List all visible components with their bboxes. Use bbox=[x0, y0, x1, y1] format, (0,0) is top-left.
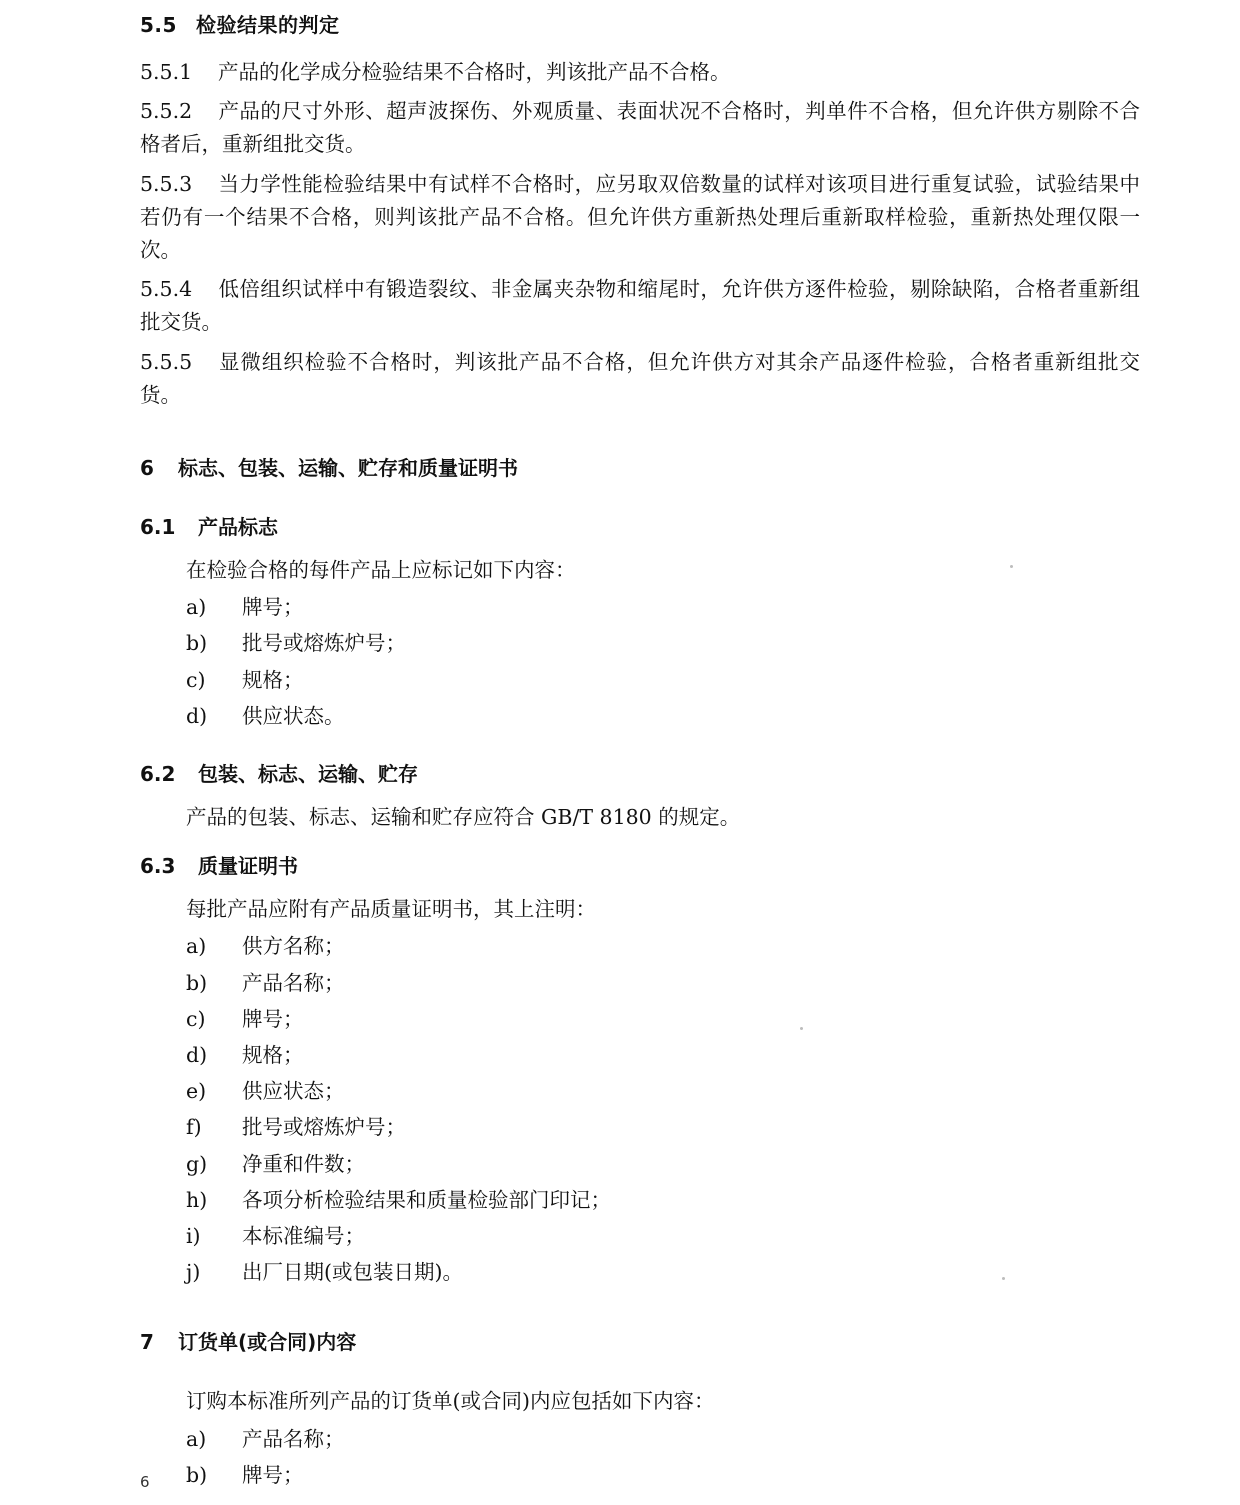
list-item bbox=[186, 1003, 1140, 1036]
list-text: 规格； bbox=[242, 667, 304, 692]
paragraph-label: 5.5.4 bbox=[140, 277, 193, 302]
section-6-2-lead: 产品的包装、标志、运输和贮存应符合 GB/T 8180 的规定。 bbox=[186, 805, 741, 830]
section-title: 检验结果的判定 bbox=[196, 13, 340, 37]
list-marker: j) bbox=[186, 1260, 201, 1285]
section-heading-6-3 bbox=[140, 850, 1140, 879]
list-text: 规格； bbox=[242, 1043, 304, 1068]
section-number: 6.3 bbox=[140, 854, 176, 879]
list-marker: b) bbox=[186, 631, 208, 656]
list-item bbox=[186, 1220, 1140, 1253]
paragraph-label: 5.5.5 bbox=[140, 349, 193, 374]
list-item bbox=[186, 1256, 1140, 1289]
list-text: 各项分析检验结果和质量检验部门印记； bbox=[242, 1187, 611, 1212]
paragraph-5-5-2 bbox=[140, 95, 1140, 161]
list-text: 产品名称； bbox=[242, 1426, 345, 1451]
paragraph-5-5-3 bbox=[140, 168, 1140, 268]
list-item bbox=[186, 1111, 1140, 1144]
list-6-1 bbox=[186, 591, 1140, 733]
list-item bbox=[186, 664, 1140, 697]
section-title: 产品标志 bbox=[198, 515, 278, 540]
list-marker: i) bbox=[186, 1224, 201, 1249]
list-text: 批号或熔炼炉号； bbox=[242, 1115, 406, 1140]
list-marker: d) bbox=[186, 703, 208, 728]
list-7 bbox=[186, 1423, 1140, 1492]
list-text: 供方名称； bbox=[242, 934, 345, 959]
list-marker: h) bbox=[186, 1187, 208, 1212]
list-text: 供应状态。 bbox=[242, 703, 345, 728]
list-marker: c) bbox=[186, 667, 206, 692]
list-text: 产品名称； bbox=[242, 970, 345, 995]
paragraph-label: 5.5.3 bbox=[140, 171, 193, 196]
section-title: 包装、标志、运输、贮存 bbox=[198, 762, 418, 787]
paragraph-5-5-4 bbox=[140, 273, 1140, 339]
list-marker: d) bbox=[186, 1043, 208, 1068]
list-item bbox=[186, 930, 1140, 963]
section-number: 6.2 bbox=[140, 762, 176, 787]
chapter-number: 7 bbox=[140, 1330, 154, 1355]
section-title: 质量证明书 bbox=[198, 854, 298, 879]
section-heading-6-1 bbox=[140, 511, 1140, 540]
paragraph-text: 产品的尺寸外形、超声波探伤、外观质量、表面状况不合格时，判单件不合格，但允许供方剔除不合格者后，重新组批交货。 bbox=[140, 99, 1140, 157]
paragraph-label: 5.5.1 bbox=[140, 60, 193, 84]
section-number: 6.1 bbox=[140, 515, 176, 540]
list-text: 牌号； bbox=[242, 595, 304, 620]
chapter-heading-6 bbox=[140, 452, 1140, 481]
list-item bbox=[186, 1039, 1140, 1072]
list-marker: f) bbox=[186, 1115, 202, 1140]
section-number: 5.5 bbox=[140, 13, 177, 37]
list-item bbox=[186, 1184, 1140, 1217]
paragraph-text: 显微组织检验不合格时，判该批产品不合格，但允许供方对其余产品逐件检验，合格者重新组批交货。 bbox=[140, 349, 1140, 407]
list-marker: a) bbox=[186, 1426, 207, 1451]
chapter-number: 6 bbox=[140, 456, 154, 481]
list-marker: e) bbox=[186, 1079, 207, 1104]
paragraph-text: 当力学性能检验结果中有试样不合格时，应另取双倍数量的试样对该项目进行重复试验，试验结果中若仍有一个结果不合格，则判该批产品不合格。但允许供方重新热处理后重新取样检验，重新热处理仅限一次。 bbox=[140, 171, 1140, 263]
scan-speck bbox=[800, 1027, 803, 1030]
chapter-title: 订货单(或合同)内容 bbox=[178, 1330, 357, 1355]
paragraph-5-5-5 bbox=[140, 346, 1140, 412]
list-6-3 bbox=[186, 930, 1140, 1289]
chapter-7-lead: 订购本标准所列产品的订货单(或合同)内应包括如下内容： bbox=[186, 1389, 715, 1414]
chapter-heading-7 bbox=[140, 1326, 1140, 1355]
list-marker: c) bbox=[186, 1006, 206, 1031]
list-item bbox=[186, 1423, 1140, 1456]
paragraph-5-5-1 bbox=[140, 56, 1140, 89]
list-item bbox=[186, 1148, 1140, 1181]
list-text: 供应状态； bbox=[242, 1079, 345, 1104]
list-marker: g) bbox=[186, 1151, 208, 1176]
paragraph-text: 产品的化学成分检验结果不合格时，判该批产品不合格。 bbox=[218, 60, 731, 84]
section-6-3-lead: 每批产品应附有产品质量证明书，其上注明： bbox=[186, 897, 596, 922]
list-item bbox=[186, 700, 1140, 733]
list-text: 牌号； bbox=[242, 1006, 304, 1031]
list-marker: a) bbox=[186, 934, 207, 959]
list-text: 牌号； bbox=[242, 1462, 304, 1487]
page-number: 6 bbox=[140, 1473, 150, 1492]
section-heading-6-2 bbox=[140, 758, 1140, 787]
list-text: 本标准编号； bbox=[242, 1224, 365, 1249]
list-marker: b) bbox=[186, 970, 208, 995]
section-6-1-lead: 在检验合格的每件产品上应标记如下内容： bbox=[186, 558, 576, 583]
list-text: 出厂日期(或包装日期)。 bbox=[242, 1260, 463, 1285]
paragraph-text: 低倍组织试样中有锻造裂纹、非金属夹杂物和缩尾时，允许供方逐件检验，剔除缺陷，合格者重新组批交货。 bbox=[140, 277, 1140, 335]
list-item bbox=[186, 1459, 1140, 1492]
list-marker: b) bbox=[186, 1462, 208, 1487]
scan-speck bbox=[1002, 1277, 1005, 1280]
list-item bbox=[186, 627, 1140, 660]
list-item bbox=[186, 591, 1140, 624]
list-text: 净重和件数； bbox=[242, 1151, 365, 1176]
list-text: 批号或熔炼炉号； bbox=[242, 631, 406, 656]
section-heading-5-5 bbox=[140, 10, 1140, 40]
chapter-title: 标志、包装、运输、贮存和质量证明书 bbox=[178, 456, 518, 481]
list-marker: a) bbox=[186, 595, 207, 620]
list-item bbox=[186, 1075, 1140, 1108]
list-item bbox=[186, 967, 1140, 1000]
paragraph-label: 5.5.2 bbox=[140, 99, 193, 124]
scan-speck bbox=[1010, 565, 1013, 568]
